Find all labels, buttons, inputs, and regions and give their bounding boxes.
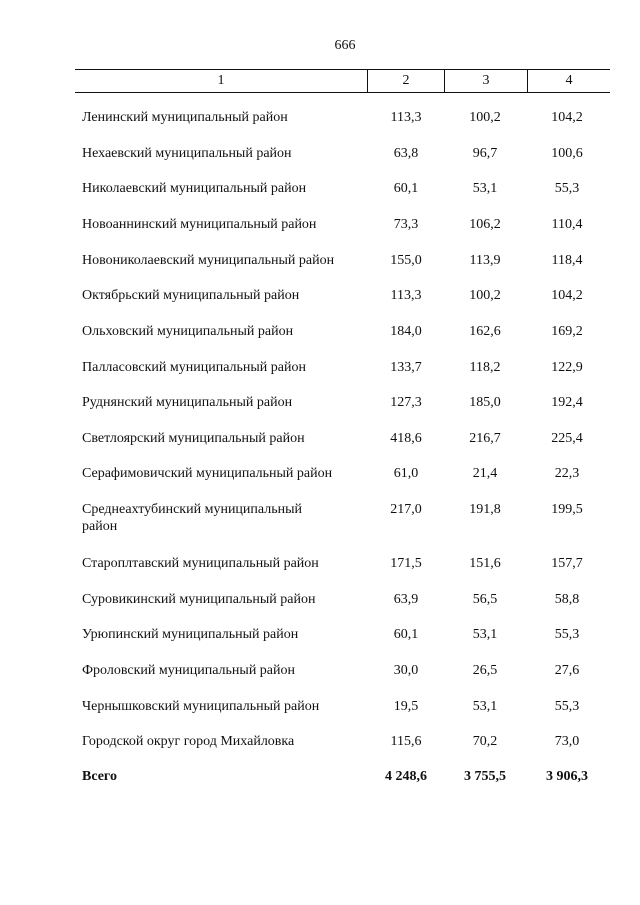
district-name: Староплтавский муниципальный район bbox=[82, 556, 319, 571]
district-name: Октябрьский муниципальный район bbox=[82, 288, 300, 303]
cell-col-2: 63,8 bbox=[393, 146, 419, 161]
district-name: Серафимовичский муниципальный район bbox=[82, 466, 333, 481]
header-col-4: 4 bbox=[565, 73, 573, 88]
cell-col-4: 22,3 bbox=[554, 466, 580, 481]
cell-col-2: 217,0 bbox=[390, 502, 422, 517]
district-name: Николаевский муниципальный район bbox=[82, 181, 307, 196]
district-name: Фроловский муниципальный район bbox=[82, 663, 296, 678]
cell-col-3: 100,2 bbox=[469, 288, 501, 303]
cell-col-3: 113,9 bbox=[469, 253, 501, 268]
cell-col-3: 70,2 bbox=[472, 734, 498, 749]
cell-col-3: 53,1 bbox=[472, 627, 498, 642]
cell-col-4: 225,4 bbox=[551, 431, 583, 446]
cell-col-2: 73,3 bbox=[393, 217, 419, 232]
cell-col-4: 55,3 bbox=[554, 627, 580, 642]
cell-col-4: 118,4 bbox=[551, 253, 583, 268]
cell-col-3: 216,7 bbox=[469, 431, 501, 446]
district-name: Нехаевский муниципальный район bbox=[82, 146, 292, 161]
district-name: Ленинский муниципальный район bbox=[82, 110, 288, 125]
cell-col-2: 171,5 bbox=[390, 556, 422, 571]
cell-col-2: 418,6 bbox=[390, 431, 422, 446]
district-name: Суровикинский муниципальный район bbox=[82, 592, 316, 607]
cell-col-3: 21,4 bbox=[472, 466, 498, 481]
cell-col-2: 133,7 bbox=[390, 360, 422, 375]
header-col-3: 3 bbox=[445, 70, 528, 92]
cell-col-4: 122,9 bbox=[551, 360, 583, 375]
district-name: Светлоярский муниципальный район bbox=[82, 431, 305, 446]
district-name: Чернышковский муниципальный район bbox=[82, 699, 320, 714]
cell-col-3: 56,5 bbox=[472, 592, 498, 607]
cell-col-4: 27,6 bbox=[554, 663, 580, 678]
cell-col-4: 192,4 bbox=[551, 395, 583, 410]
cell-col-3: 96,7 bbox=[472, 146, 498, 161]
cell-col-2: 19,5 bbox=[393, 699, 419, 714]
cell-col-4: 73,0 bbox=[554, 734, 580, 749]
page-number: 666 bbox=[334, 38, 356, 53]
table-header bbox=[75, 69, 610, 93]
cell-col-4: 55,3 bbox=[554, 699, 580, 714]
cell-col-4: 55,3 bbox=[554, 181, 580, 196]
cell-col-3: 26,5 bbox=[472, 663, 498, 678]
cell-col-4: 104,2 bbox=[551, 288, 583, 303]
cell-col-3: 100,2 bbox=[469, 110, 501, 125]
cell-col-4: 157,7 bbox=[551, 556, 583, 571]
cell-col-2: 30,0 bbox=[393, 663, 419, 678]
cell-col-2: 113,3 bbox=[390, 110, 422, 125]
district-name: Ольховский муниципальный район bbox=[82, 324, 294, 339]
cell-col-4: 110,4 bbox=[551, 217, 583, 232]
district-name: Руднянский муниципальный район bbox=[82, 395, 293, 410]
district-name: Новониколаевский муниципальный район bbox=[82, 253, 335, 268]
total-col-2: 4 248,6 bbox=[385, 769, 427, 784]
cell-col-3: 53,1 bbox=[472, 181, 498, 196]
cell-col-4: 104,2 bbox=[551, 110, 583, 125]
cell-col-3: 162,6 bbox=[469, 324, 501, 339]
cell-col-2: 184,0 bbox=[390, 324, 422, 339]
cell-col-4: 199,5 bbox=[551, 502, 583, 517]
district-name: Городской округ город Михайловка bbox=[82, 734, 295, 749]
cell-col-2: 115,6 bbox=[390, 734, 422, 749]
cell-col-2: 155,0 bbox=[390, 253, 422, 268]
cell-col-4: 169,2 bbox=[551, 324, 583, 339]
header-col-1: 1 bbox=[75, 70, 368, 92]
district-name: Урюпинский муниципальный район bbox=[82, 627, 299, 642]
total-col-4: 3 906,3 bbox=[546, 769, 588, 784]
total-label: Всего bbox=[82, 769, 117, 784]
cell-col-2: 63,9 bbox=[393, 592, 419, 607]
cell-col-2: 127,3 bbox=[390, 395, 422, 410]
cell-col-2: 60,1 bbox=[393, 181, 419, 196]
cell-col-2: 60,1 bbox=[393, 627, 419, 642]
cell-col-3: 53,1 bbox=[472, 699, 498, 714]
cell-col-3: 191,8 bbox=[469, 502, 501, 517]
cell-col-3: 106,2 bbox=[469, 217, 501, 232]
header-col-2: 2 bbox=[368, 70, 445, 92]
total-col-3: 3 755,5 bbox=[464, 769, 506, 784]
cell-col-4: 100,6 bbox=[551, 146, 583, 161]
district-name: Среднеахтубинский муниципальный район bbox=[82, 502, 303, 534]
district-name: Палласовский муниципальный район bbox=[82, 360, 306, 375]
district-name: Новоаннинский муниципальный район bbox=[82, 217, 317, 232]
cell-col-3: 118,2 bbox=[469, 360, 501, 375]
cell-col-2: 113,3 bbox=[390, 288, 422, 303]
cell-col-3: 151,6 bbox=[469, 556, 501, 571]
cell-col-3: 185,0 bbox=[469, 395, 501, 410]
cell-col-4: 58,8 bbox=[554, 592, 580, 607]
cell-col-2: 61,0 bbox=[393, 466, 419, 481]
